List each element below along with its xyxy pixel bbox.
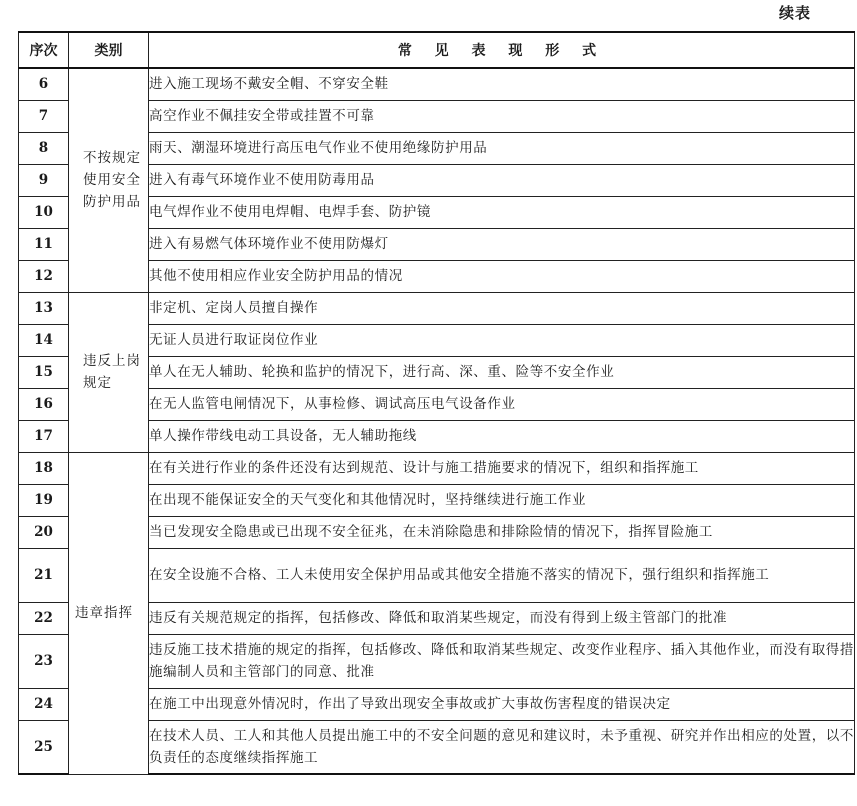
category-cell: 违章指挥 — [69, 452, 149, 774]
row-seq: 12 — [19, 260, 69, 292]
row-text: 无证人员进行取证岗位作业 — [149, 324, 855, 356]
row-seq: 19 — [19, 484, 69, 516]
table-header-row — [19, 32, 855, 68]
row-text: 其他不使用相应作业安全防护用品的情况 — [149, 260, 855, 292]
row-text: 在安全设施不合格、工人未使用安全保护用品或其他安全措施不落实的情况下，强行组织和指挥施工 — [149, 548, 855, 602]
row-text: 当已发现安全隐患或已出现不安全征兆，在未消除隐患和排除险情的情况下，指挥冒险施工 — [149, 516, 855, 548]
continued-label: 续表 — [778, 4, 811, 22]
row-seq: 14 — [19, 324, 69, 356]
row-text: 单人在无人辅助、轮换和监护的情况下，进行高、深、重、险等不安全作业 — [149, 356, 855, 388]
row-text: 雨天、潮湿环境进行高压电气作业不使用绝缘防护用品 — [149, 132, 855, 164]
table-row — [19, 452, 855, 484]
violation-forms-table — [18, 31, 855, 775]
row-text: 违反有关规范规定的指挥，包括修改、降低和取消某些规定，而没有得到上级主管部门的批准 — [149, 602, 855, 634]
row-seq: 20 — [19, 516, 69, 548]
row-text: 在技术人员、工人和其他人员提出施工中的不安全问题的意见和建议时，未予重视、研究并作出相应的处置，以不负责任的态度继续指挥施工 — [149, 720, 855, 774]
row-seq: 16 — [19, 388, 69, 420]
row-text: 电气焊作业不使用电焊帽、电焊手套、防护镜 — [149, 196, 855, 228]
row-seq: 9 — [19, 164, 69, 196]
category-cell: 违反上岗规定 — [69, 292, 149, 452]
row-seq: 22 — [19, 602, 69, 634]
header-seq: 序次 — [19, 32, 69, 68]
row-text: 高空作业不佩挂安全带或挂置不可靠 — [149, 100, 855, 132]
category-cell: 不按规定使用安全防护用品 — [69, 68, 149, 292]
row-text: 在无人监管电闸情况下，从事检修、调试高压电气设备作业 — [149, 388, 855, 420]
row-seq: 7 — [19, 100, 69, 132]
row-seq: 8 — [19, 132, 69, 164]
row-seq: 18 — [19, 452, 69, 484]
row-text: 在有关进行作业的条件还没有达到规范、设计与施工措施要求的情况下，组织和指挥施工 — [149, 452, 855, 484]
row-text: 进入有毒气环境作业不使用防毒用品 — [149, 164, 855, 196]
row-seq: 15 — [19, 356, 69, 388]
row-text: 单人操作带线电动工具设备，无人辅助拖线 — [149, 420, 855, 452]
row-seq: 25 — [19, 720, 69, 774]
row-text: 在出现不能保证安全的天气变化和其他情况时，坚持继续进行施工作业 — [149, 484, 855, 516]
row-text: 进入施工现场不戴安全帽、不穿安全鞋 — [149, 68, 855, 100]
header-forms: 常 见 表 现 形 式 — [149, 32, 855, 68]
row-text: 非定机、定岗人员擅自操作 — [149, 292, 855, 324]
row-seq: 6 — [19, 68, 69, 100]
table-row — [19, 292, 855, 324]
row-seq: 13 — [19, 292, 69, 324]
row-text: 违反施工技术措施的规定的指挥，包括修改、降低和取消某些规定、改变作业程序、插入其他作业，而没有取得措施编制人员和主管部门的同意、批准 — [149, 634, 855, 688]
row-seq: 21 — [19, 548, 69, 602]
row-seq: 17 — [19, 420, 69, 452]
header-category: 类别 — [69, 32, 149, 68]
table-row — [19, 68, 855, 100]
row-text: 在施工中出现意外情况时，作出了导致出现安全事故或扩大事故伤害程度的错误决定 — [149, 688, 855, 720]
row-text: 进入有易燃气体环境作业不使用防爆灯 — [149, 228, 855, 260]
row-seq: 24 — [19, 688, 69, 720]
row-seq: 23 — [19, 634, 69, 688]
row-seq: 11 — [19, 228, 69, 260]
row-seq: 10 — [19, 196, 69, 228]
